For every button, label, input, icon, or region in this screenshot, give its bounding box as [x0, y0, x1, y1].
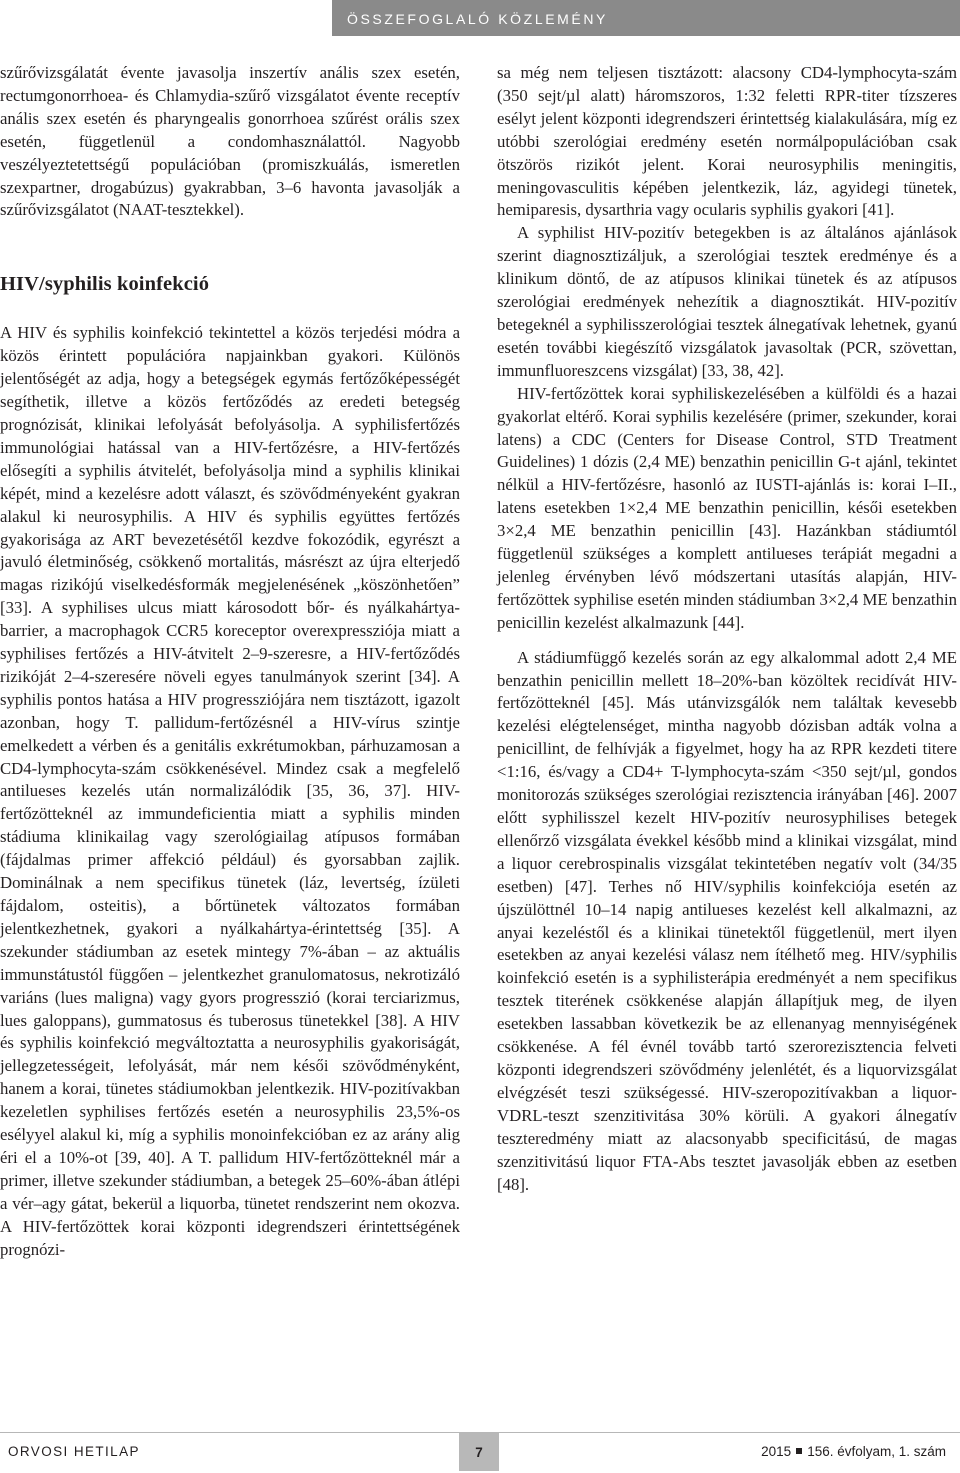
- year: 2015: [761, 1444, 792, 1459]
- paragraph-4: A stádiumfüggő kezelés során az egy alkalommal adott 2,4 ME benzathin penicillin mellett 18–20%-ban közöltek recidívát HIV-fertőzötteknél [45]. Más utánvizsgálók nem találtak kevesebb kezelési elégtelenséget, mintha nagyobb dózisban adták volna a penicillint, de felhívják a figyelmet, hogy ha az RPR kezdeti titere <1:16, és/vagy a CD4+ T-lymphocyta-szám <350 sejt/µl, gondos monitorozás szükséges szerológiai rezisztencia irányában [46]. 2007 előtt syphilisszel kezelt HIV-pozitív neurosyphilises betegek ellenőrző vizsgálata évekkel később mind a klinikai vizsgálat, mind a liquor cerebrospinalis vizsgálat tekintetében negatív volt (34/35 esetben) [47]. Terhes nő HIV/syphilis koinfekciója esetén az újszülöttnél 10–14 napig antilueses kezelést kell alkalmazni, az anyai kezeléstől és a klinikai tünetektől függetlenül, mert ilyen esetekben az anyai kezelési válasz nem ítélhető meg. HIV/syphilis koinfekció esetén is a syphilisterápia eredményét a nem specifikus tesztek titerének csökkenése alapján állapítjuk meg, de ilyen esetekben lassabban következik be az ellenanyag mennyiségének csökkenése. A fél évnél tovább tartó szerorezisztencia felveti központi idegrendszeri szövődmény jelenlétét, és a liquorvizsgálat elvégzését teszi szükségessé. HIV-szeropozitívakban a liquor-VDRL-teszt szenzitivitása 30% körüli. A gyakori álnegatív teszteredmény miatt az alacsonyabb specificitású, de magas szenzitivitású liquor FTA-Abs tesztet javasolják ebben az esetben [48].: [497, 647, 957, 1194]
- section-heading: HIV/syphilis koinfekció: [0, 273, 210, 296]
- left-column: [0, 62, 460, 1262]
- issue-info: [761, 1444, 946, 1459]
- journal-name: ORVOSI HETILAP: [8, 1444, 140, 1459]
- body-paragraph: A HIV és syphilis koinfekció tekintettel a közös terjedési módra a közös érintett populációra napjainkban gyakori. Különös jelentőségét az adja, hogy a betegségek egymás fertőzőképességét segíthetik, illetve a közös fertőződés az eredeti betegség prognózisát, klinikai lefolyását befolyásolja. A syphilisfertőzés immunológiai hatással van a HIV-fertőzésre, a HIV-fertőzés elősegíti a syphilis átvitelét, befolyásolja mind a syphilis klinikai képét, mind a kezelésre adott választ, és szövődményeként gyakran alakul ki neurosyphilis. A HIV és syphilis együttes fertőzés gyakorisága az ART bevezetésétől kezdve fokozódik, egyrészt a javuló életminőség, csökkenő mortalitás, másrészt az újra elterjedő magas rizikójú viselkedésformák megjelenésének „köszönhetően” [33]. A syphilises ulcus miatt károsodott bőr- és nyálkahártya-barrier, a macrophagok CCR5 koreceptor overexpressziója miatt a syphilises fertőzés a HIV-átvitelt 2–9-szeresre, a HIV-fertőződés rizikóját 2–4-szeresére növeli egyes tanulmányok szerint [34]. A syphilis pontos hatása a HIV progressziójára nem tisztázott, igazolt azonban, hogy T. pallidum-fertőzésnél a HIV-vírus szintje emelkedett a vérben és a genitális exkrétumokban, párhuzamosan a CD4-lymphocyta-szám csökkenésével. Mindez csak a megfelelő antilueses kezelés után normalizálódik [35, 36, 37]. HIV-fertőzötteknél az immundeficientia miatt a syphilis minden stádiuma klinikailag vagy szerológiailag atípusos formában (fájdalmas primer affekció például) és gyorsabban zajlik. Dominálnak a nem specifikus tünetek (láz, levertség, ízületi fájdalom, osteitis), a bőrtünetek változatos formában jelentkezhetnek, gyakori a nyálkahártya-érintettség [35]. A szekunder stádiumban az esetek mintegy 7%-ában – az aktuális immunstátustól függően – jelentkezhet granulomatosus, nekrotizáló variáns (lues maligna) vagy gyors progresszió (korai terciarizmus, lues galoppans), gummatosus és tuberosus tünetekkel [38]. A HIV és syphilis koinfekció megváltoztatta a neurosyphilis gyakoriságát, jellegzetességeit, lefolyását, már nem késői szövődményként, hanem a korai, tünetes stádiumokban jelentkezik. HIV-pozitívakban kezeletlen syphilises fertőzés esetén a neurosyphilis 23,5%-os esélyyel alakul ki, míg a syphilis monoinfekcióban ez az arány alig éri el a 10%-ot [39, 40]. A T. pallidum HIV-fertőzötteknél már a primer, illetve szekunder stádiumban, a betegek 25–60%-ában átlépi a vér–agy gátat, bekerül a liquorba, tünetet rendszerint nem okozva. A HIV-fertőzöttek korai központi idegrendszeri érintettségének prognózi-: [0, 323, 460, 1259]
- volume: 156. évfolyam, 1. szám: [807, 1444, 946, 1459]
- paragraph-3: HIV-fertőzöttek korai syphiliskezelésében a külföldi és a hazai gyakorlat eltérő. Korai syphilis kezelésére (primer, szekunder, korai latens) a CDC (Centers for Disease Control, STD Treatment Guidelines) 1 dózis (2,4 ME) benzathin penicillin G-t ajánl, tekintet nélkül a HIV-fertőzésre, hasonló az IUSTI-ajánlás is: korai I–II., latens esetekben 1×2,4 ME benzathin penicillin, késői esetekben 3×2,4 ME benzathin penicillin [43]. Hazánkban stádiumtól függetlenül szükséges a komplett antilueses terápiát megadni a jelenleg érvényben lévő módszertani utasítás alapján, HIV-fertőzöttek syphilise esetén minden stádiumban 3×2,4 ME benzathin penicillin kezelést alkalmazunk [44].: [497, 383, 957, 632]
- separator-square: [796, 1448, 802, 1454]
- intro-paragraph: szűrővizsgálatát évente javasolja inszertív anális szex esetén, rectumgonorrhoea- és Chlamydia-szűrő vizsgálatot évente receptív anális szex esetén és pharyngealis gonorrhoea szűrést orális szex esetén, függetlenül a condomhasználattól. Nagyobb veszélyeztetettségű populációban (promiszkuálás, ismeretlen szexpartner, drogabúzus) gyakrabban, 3–6 havonta javasolják a szűrővizsgálatot (NAAT-tesztekkel).: [0, 63, 460, 220]
- right-column: [497, 62, 957, 1196]
- page-footer: [0, 1432, 960, 1471]
- page-number: 7: [459, 1433, 499, 1471]
- paragraph-1: sa még nem teljesen tisztázott: alacsony CD4-lymphocyta-szám (350 sejt/µl alatt) háromszoros, 1:32 feletti RPR-titer tízszeres esélyt jelent központi idegrendszeri érintettség kialakulására, míg ez utóbbi szerológiai eredmény esetén normálpopulációban csak ötszörös rizikót jelent. Korai neurosyphilis meningitis, meningovasculitis képében jelentkezik, láz, agyidegi tünetek, hemiparesis, dysarthria vagy ocularis syphilis gyakori [41].: [497, 63, 957, 220]
- section-header: ÖSSZEFOGLALÓ KÖZLEMÉNY: [346, 11, 608, 27]
- paragraph-2: A syphilist HIV-pozitív betegekben is az általános ajánlások szerint diagnosztizáljuk, a szerológiai tesztek eredménye és a klinikum döntő, de az atípusos klinikai tünetek és az atípusos szerológiai eredmények nehezítik a diagnosztikát. HIV-pozitív betegeknél a syphilisszerológiai tesztek álnegatívak lehetnek, gyanú esetén további kiegészítő vizsgálatok javasoltak (PCR, szövettan, immunfluoreszcens vizsgálat) [33, 38, 42].: [497, 223, 957, 380]
